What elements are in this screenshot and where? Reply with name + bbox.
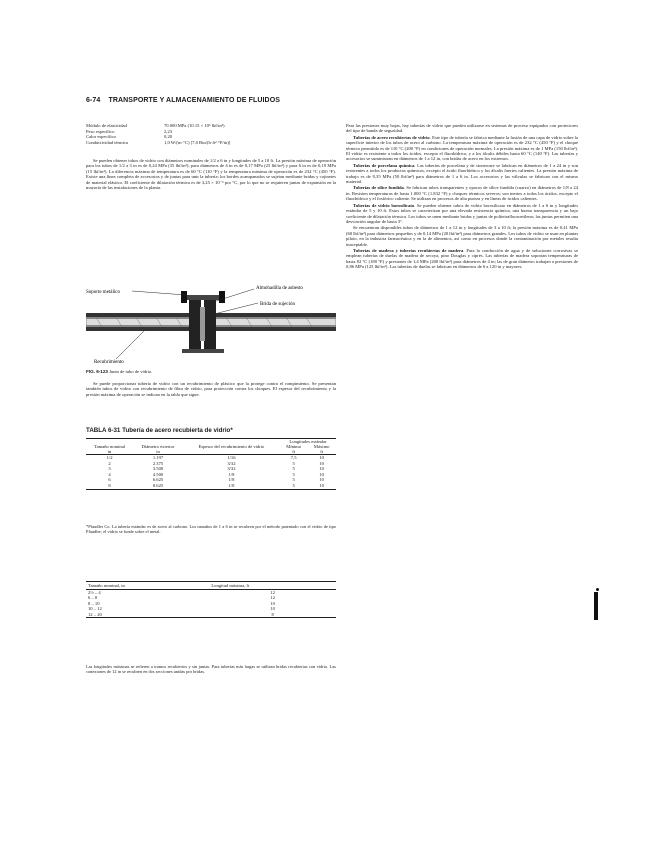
cell-lining: 1/16 <box>227 455 236 460</box>
cell-max: 10 <box>307 483 336 489</box>
margin-mark <box>596 588 599 591</box>
figure-caption-text: Junta de tubo de vidrio. <box>109 369 153 374</box>
paragraph: Tuberías de sílice fundida. Se fabrican tubos transparentes y opacos de sílice fundida (cuarzo) en diámetros de 1/8 a 24 in. Resisten temperaturas de hasta 1.000 °C (1.832 °F) y choques térmicos severos; son inertes a todos los ácidos, excepto el fluorhídrico y el fosfórico caliente. Se utilizan en procesos de alta pureza y en líneas de ácidos calientes. <box>346 185 578 202</box>
cell-lining: 3/32 <box>227 460 236 466</box>
paragraph-heading: Tuberías de madera y tuberías recubiertas de madera <box>353 247 464 253</box>
cell-nominal: 6 <box>108 477 111 483</box>
paragraph-heading: Tuberías de porcelana química <box>353 162 415 168</box>
glass-properties-list <box>86 123 336 145</box>
property-value: 1,0 W/(m·°C) [7,0 Btu/(h·ft²·°F/in)] <box>164 139 231 145</box>
paragraph: Tuberías de acero recubiertas de vidrio. Este tipo de tubería se fabrica mediante la fusión de una capa de vidrio sobre la superficie interior de los tubos de acero al carbono. La temperatura máxima de operación es de 232 °C (450 °F) y el choque térmico permitido es de 110 °C (200 °F) en condiciones de operación normales. La presión máxima es de 1 MPa (150 lbf/in²). El vidrio es resistente a todos los ácidos, excepto el fluorhídrico, y a los álcalis débiles hasta 60 °C (140 °F). Las tuberías y accesorios se suministran en diámetros de 1 a 12 in, con bridas de acero en los extremos. <box>346 134 578 162</box>
cell-outer: 2.375 <box>152 460 164 466</box>
running-header <box>86 97 416 104</box>
unit-min: ft <box>280 449 307 455</box>
property-label: Módulo de elasticidad <box>86 123 127 128</box>
glass-lined-pipe-table <box>86 438 336 490</box>
table-row <box>86 483 336 489</box>
property-label: Peso específico <box>86 128 115 134</box>
property-label: Calor específico <box>86 134 116 139</box>
cell-nominal: 4 <box>108 471 111 477</box>
cell-max: 10 <box>319 460 324 466</box>
cell-size: 6 – 8 <box>88 595 98 601</box>
cell-size: 8 – 10 <box>88 600 100 606</box>
property-value: 2,23 <box>164 128 173 134</box>
paragraph: Se puede proporcionar tubería de vidrio con un recubrimiento de plástico que la protege contra el rompimiento. Se presentan también tubos de vidrio con recubrimiento de fibra de vidrio, para protección contra los choques. El espesor del recubrimiento y la presión máxima de operación se indican en la tabla que sigue. <box>86 381 336 397</box>
col-header-length: Longitud máxima, ft <box>209 582 336 590</box>
max-length-table <box>86 581 336 618</box>
left-column-text <box>86 158 336 191</box>
figure-caption <box>86 369 152 374</box>
paragraph: Tuberías de vidrio borosilicato. Se pueden obtener tubos de vidrio borosilicato en diámetros de 1 a 6 in y longitudes estándar de 5 y 10 ft. Estos tubos se caracterizan por una elevada resistencia química, una buena transparencia y un bajo coeficiente de dilatación térmica. Los tubos se unen mediante bridas y juntas de politetrafluoroetileno; las juntas permiten una desviación angular de hasta 3°. <box>346 202 578 224</box>
table-id: TABLA 6-31 <box>86 427 121 434</box>
cell-lining: 1/8 <box>228 477 235 483</box>
cell-min: 5 <box>292 466 295 472</box>
table2-footnote: Las longitudes máximas se refieren a tramos recubiertos y sin juntas. Para tuberías más largas se utilizan bridas recubiertas con vidrio. Las conexiones de 12 in se recubren en dos secciones unidas por bridas. <box>86 664 336 675</box>
cell-length: 10 <box>270 600 275 606</box>
cell-lining: 3/32 <box>227 466 236 472</box>
cell-nominal: 2 <box>108 460 111 466</box>
cell-outer: 4.500 <box>152 471 164 477</box>
cell-max: 10 <box>319 477 324 483</box>
cell-outer: 3.500 <box>152 466 164 472</box>
paragraph: Para las presiones muy bajas, hay tuberías de vidrio que pueden utilizarse en sistemas de proceso equipados con protectores del tipo de banda de seguridad. <box>346 123 578 134</box>
paragraph-heading: Tuberías de sílice fundida <box>353 185 404 191</box>
cell-min: 5 <box>280 483 307 489</box>
paragraph-heading: Tuberías de vidrio borosilicato <box>353 202 415 208</box>
figure-label-clamp: Soporte metálico <box>86 290 121 295</box>
cell-length: 12 <box>270 590 275 595</box>
cell-nominal: 1/2 <box>106 455 113 460</box>
cell-outer: 6.625 <box>152 477 164 483</box>
unit-nominal: in <box>86 449 133 455</box>
col-header-min: Mínimo <box>286 444 302 449</box>
figure-label-pad: Almohadilla de asbesto <box>256 286 303 291</box>
margin-thumb-tab <box>594 592 598 620</box>
paragraph: Tuberías de porcelana química. Las tuberías de porcelana y de stoneware se fabrican en diámetros de 1 a 24 in y son resistentes a todos los productos químicos, excepto el ácido fluorhídrico y los álcalis fuertes calientes. La presión máxima de trabajo es de 0,35 MPa (50 lbf/in²) para diámetros de 1 a 6 in. Los accesorios y las válvulas se fabrican con el mismo material. <box>346 162 579 185</box>
cell-outer: 8.625 <box>133 483 183 489</box>
cell-length: 8 <box>209 612 336 618</box>
col-header-nominal: Tamaño nominal <box>86 439 133 450</box>
cell-size: 2½ – 4 <box>88 590 101 595</box>
col-header-size: Tamaño nominal, in <box>86 582 209 590</box>
cell-max: 10 <box>319 455 324 460</box>
property-label: Conductividad térmica <box>86 139 128 145</box>
cell-length: 12 <box>270 595 275 601</box>
property-value: 0,20 <box>164 134 173 139</box>
table-footnote: *Pfaudler Co. La tubería estándar es de acero al carbono. Los tamaños de 1 a 6 in se recubren por el método patentado con el vidrio de tipo Pfaudler; el vidrio se funde sobre el metal. <box>86 524 336 535</box>
cell-max: 10 <box>319 471 324 477</box>
cell-max: 10 <box>319 466 324 472</box>
cell-size: 12 – 20 <box>86 612 209 618</box>
cell-size: 10 – 12 <box>88 606 102 612</box>
cell-outer: 1.197 <box>152 455 164 460</box>
paragraph: Se encuentran disponibles tubos de diámetros de 1 a 12 in y longitudes de 3 a 10 ft; la presión máxima es de 0,41 MPa (60 lbf/in²) para diámetros pequeños y de 0,14 MPa (20 lbf/in²) para diámetros grandes. Los tubos de vidrio se usan en plantas piloto, en la industria farmacéutica y en la de alimentos, así como en procesos donde la contaminación por metales resulta inaceptable. <box>346 225 579 247</box>
cell-nominal: 3 <box>108 466 111 472</box>
figure-label-lining: Recubrimiento <box>94 360 124 365</box>
cell-min: 7,5 <box>290 455 297 460</box>
pipe-joint-figure <box>86 283 336 375</box>
paragraph: Tuberías de madera y tuberías recubiertas de madera. Para la conducción de agua y de soluciones corrosivas se emplean tuberías de duelas de madera de secoya, pino Douglas y ciprés. Las tuberías de madera soportan temperaturas de hasta 82 °C (180 °F) y presiones de 1,4 MPa (200 lbf/in²) para diámetros de 4 in; las de gran diámetro trabajan a presiones de 0,86 MPa (125 lbf/in²). Las tuberías de duelas se fabrican en diámetros de 6 a 120 in y mayores. <box>346 247 578 270</box>
property-row <box>86 140 336 146</box>
right-column-text <box>346 123 578 271</box>
col-header-lengths: Longitudes estándar <box>280 439 336 445</box>
unit-outer: in <box>133 449 183 455</box>
col-header-max: Máximo <box>313 444 330 449</box>
page-number: 6-74 <box>86 97 101 104</box>
cell-nominal: 8 <box>86 483 133 489</box>
paragraph: Se pueden obtener tubos de vidrio con diámetros nominales de 1/2 a 6 in y longitudes de 5 a 10 ft. La presión máxima de operación para los tubos de 1/2 a 3 in es de 0,24 MPa (35 lbf/in²); para diámetros de 4 in es de 0,17 MPa (25 lbf/in²) y para 6 in es de 0,10 MPa (15 lbf/in²). La diferencia máxima de temperatura es de 60 °C (110 °F) y la temperatura máxima de operación es de 232 °C (450 °F). Existe una línea completa de accesorios y de juntas para unir la tubería; los bordes acampanados se sujetan mediante bridas y cojinetes de material elástico. El coeficiente de dilatación térmica es de 3,25 × 10⁻⁶ por °C, por lo que no se requieren juntas de expansión en la mayoría de las instalaciones de la planta. <box>86 158 336 191</box>
cell-length: 10 <box>270 606 275 612</box>
left-column-text-2 <box>86 381 336 398</box>
property-value: 70.000 MPa (10.15 × 10⁶ lbf/in²) <box>164 123 225 128</box>
cell-lining: 1/8 <box>183 483 280 489</box>
cell-min: 5 <box>292 471 295 477</box>
paragraph-heading: Tuberías de acero recubiertas de vidrio <box>353 134 430 140</box>
col-header-outer: Diámetro exterior <box>133 439 183 450</box>
cell-min: 5 <box>292 477 295 483</box>
cell-lining: 1/8 <box>228 471 235 477</box>
table-caption: Tubería de acero recubierta de vidrio* <box>122 427 233 434</box>
pipe-joint-drawing <box>86 283 336 369</box>
table-title <box>86 427 233 434</box>
unit-max: ft <box>307 449 336 455</box>
col-header-lining: Espesor del recubrimiento de vidrio <box>183 439 280 450</box>
figure-caption-id: FIG. 6-123 <box>86 369 108 374</box>
table-row <box>86 612 336 618</box>
cell-min: 5 <box>292 460 295 466</box>
figure-label-flange: Brida de sujeción <box>260 302 295 307</box>
running-title: TRANSPORTE Y ALMACENAMIENTO DE FLUIDOS <box>108 97 281 104</box>
